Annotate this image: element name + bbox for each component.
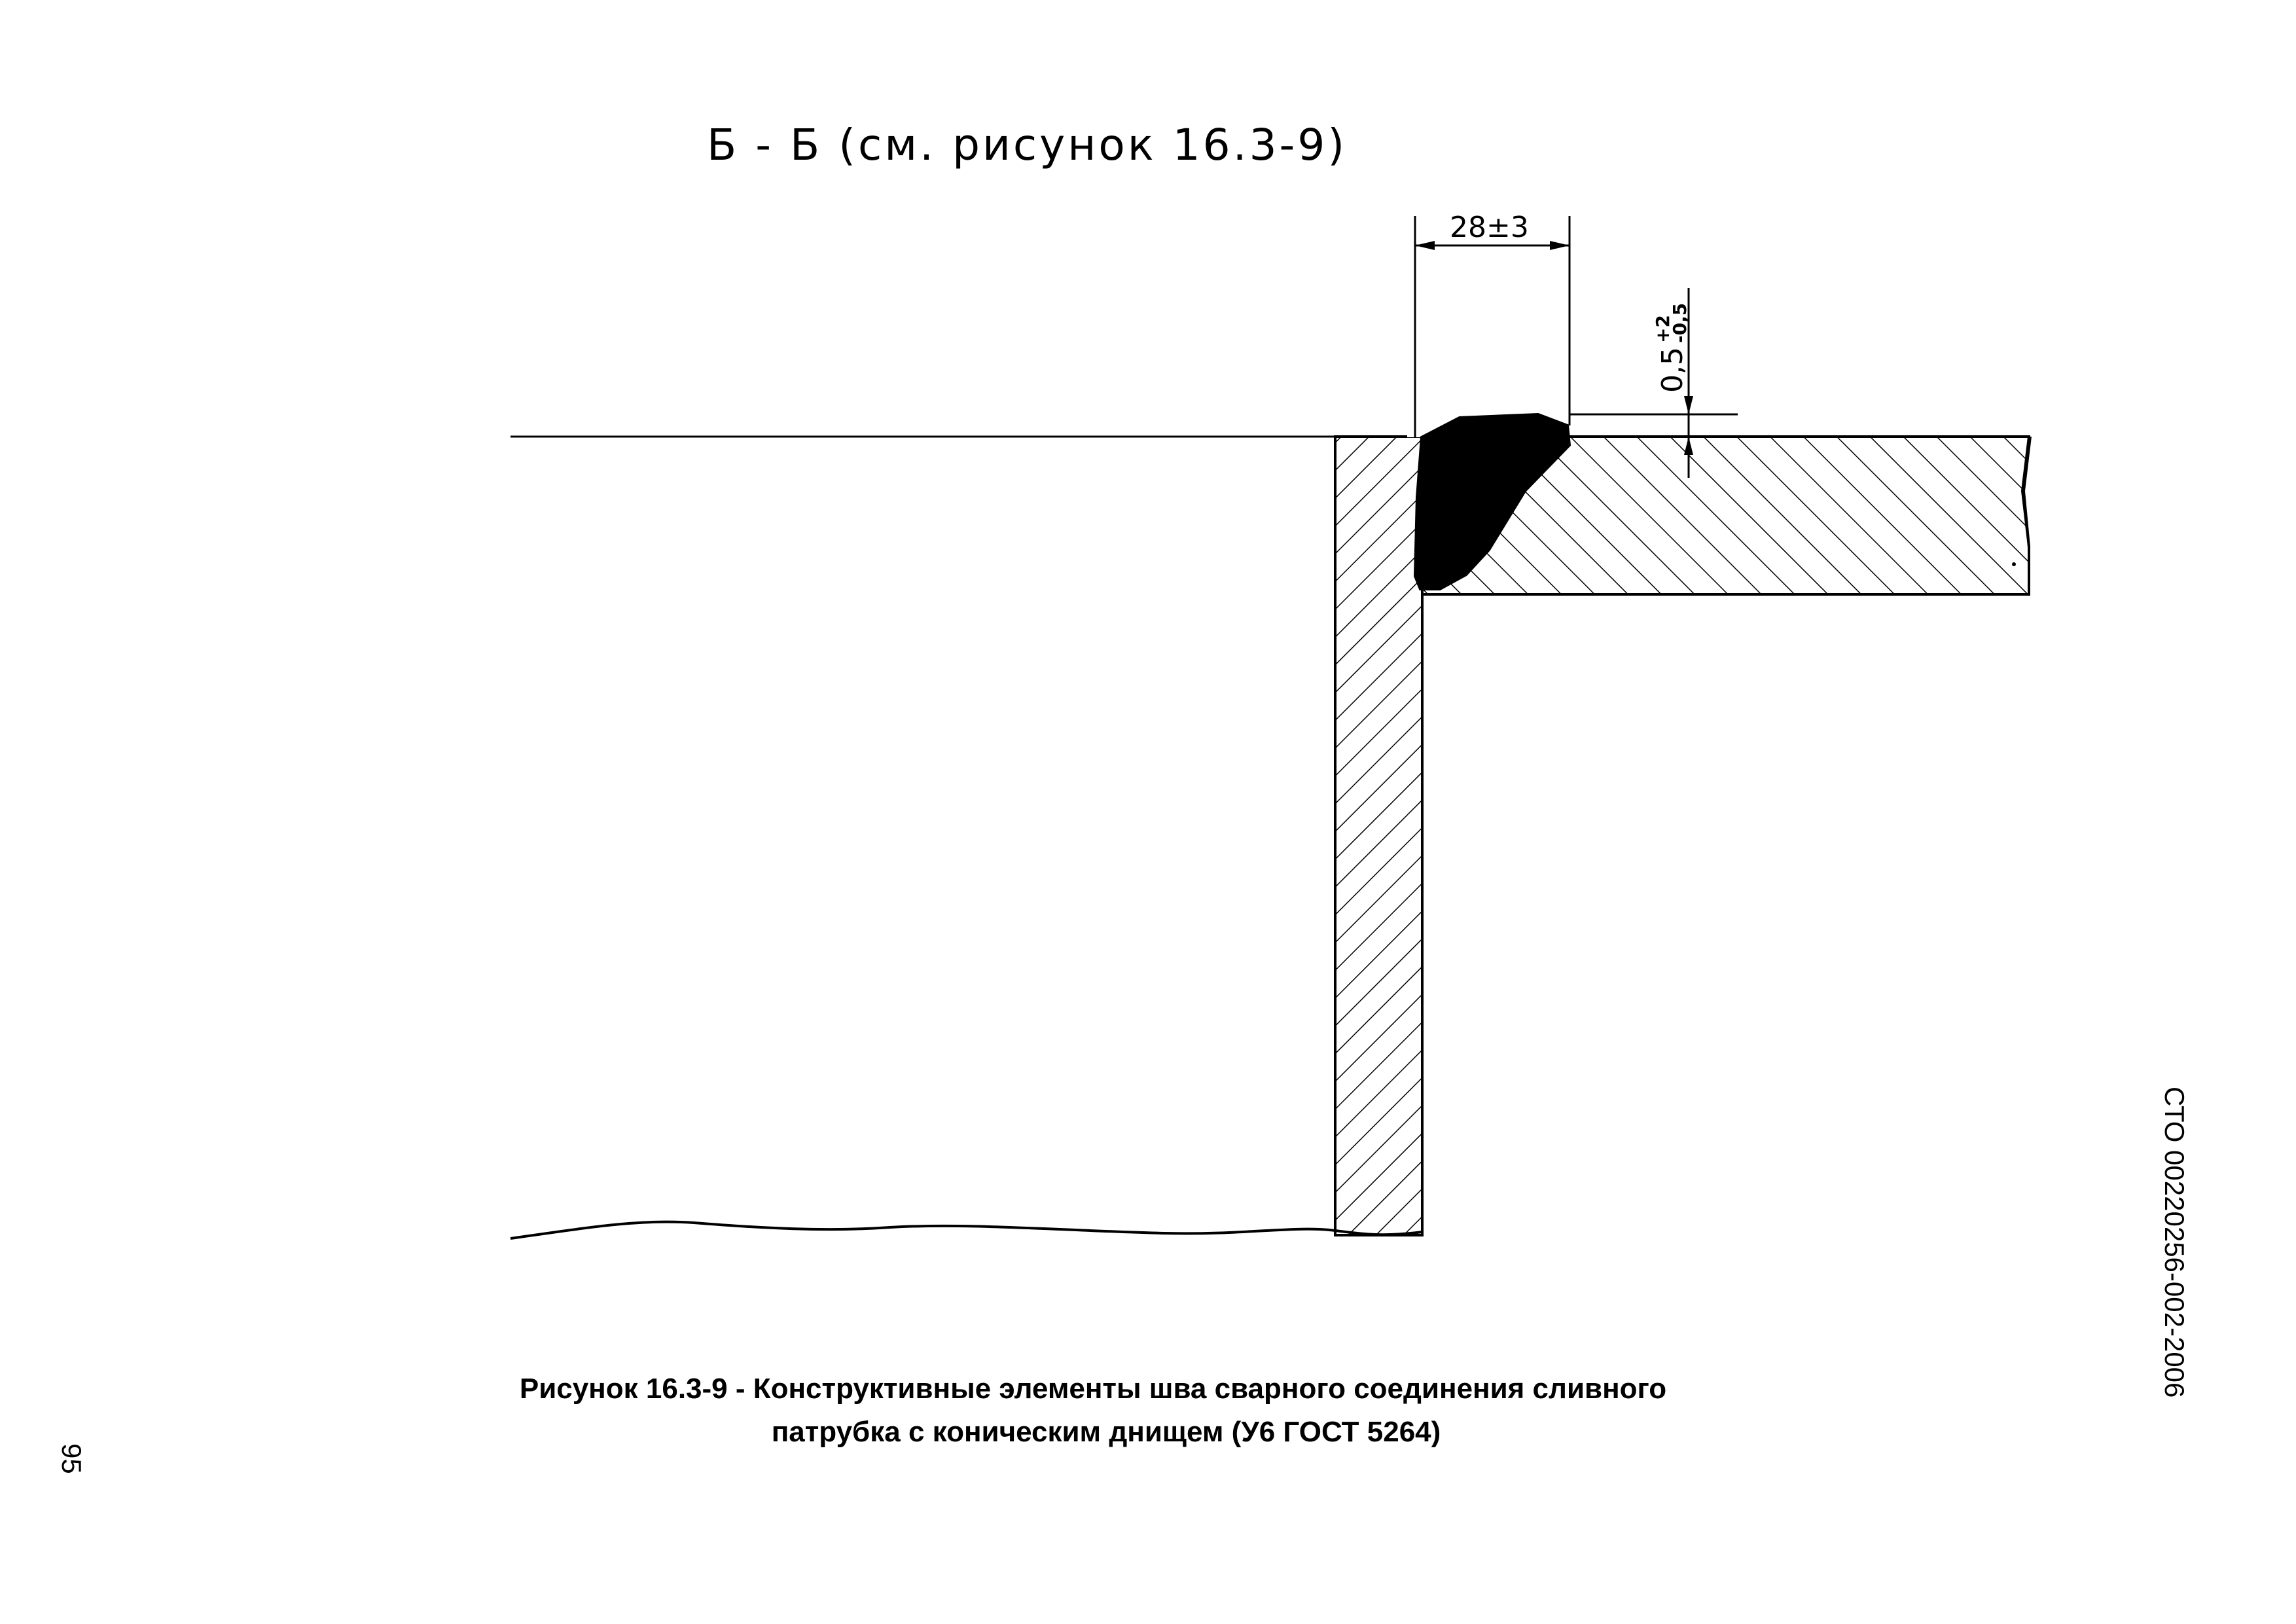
edge-mark [2012, 562, 2016, 566]
dim-gap-nominal: 0,5 [1656, 347, 1689, 393]
dim-arrow-right [1550, 241, 1570, 250]
pipe-wall-section [1335, 437, 1422, 1235]
figure-caption-line2: патрубка с коническим днищем (У6 ГОСТ 5264) [771, 1416, 1441, 1448]
dim-width-label: 28±3 [1450, 211, 1529, 244]
dim-arrow-down [1684, 396, 1693, 414]
dim-arrow-left [1415, 241, 1435, 250]
page-number: 95 [56, 1443, 87, 1474]
dim-gap-upper: +2 [1652, 315, 1674, 343]
section-title: Б - Б (см. рисунок 16.3-9) [707, 120, 1348, 170]
figure-caption-line1: Рисунок 16.3-9 - Конструктивные элементы шва сварного соединения сливного [519, 1373, 1667, 1405]
document-code: СТО 00220256-002-2006 [2159, 1087, 2190, 1398]
dim-gap-lower: -0,5 [1669, 302, 1691, 343]
break-line [511, 1222, 1422, 1238]
